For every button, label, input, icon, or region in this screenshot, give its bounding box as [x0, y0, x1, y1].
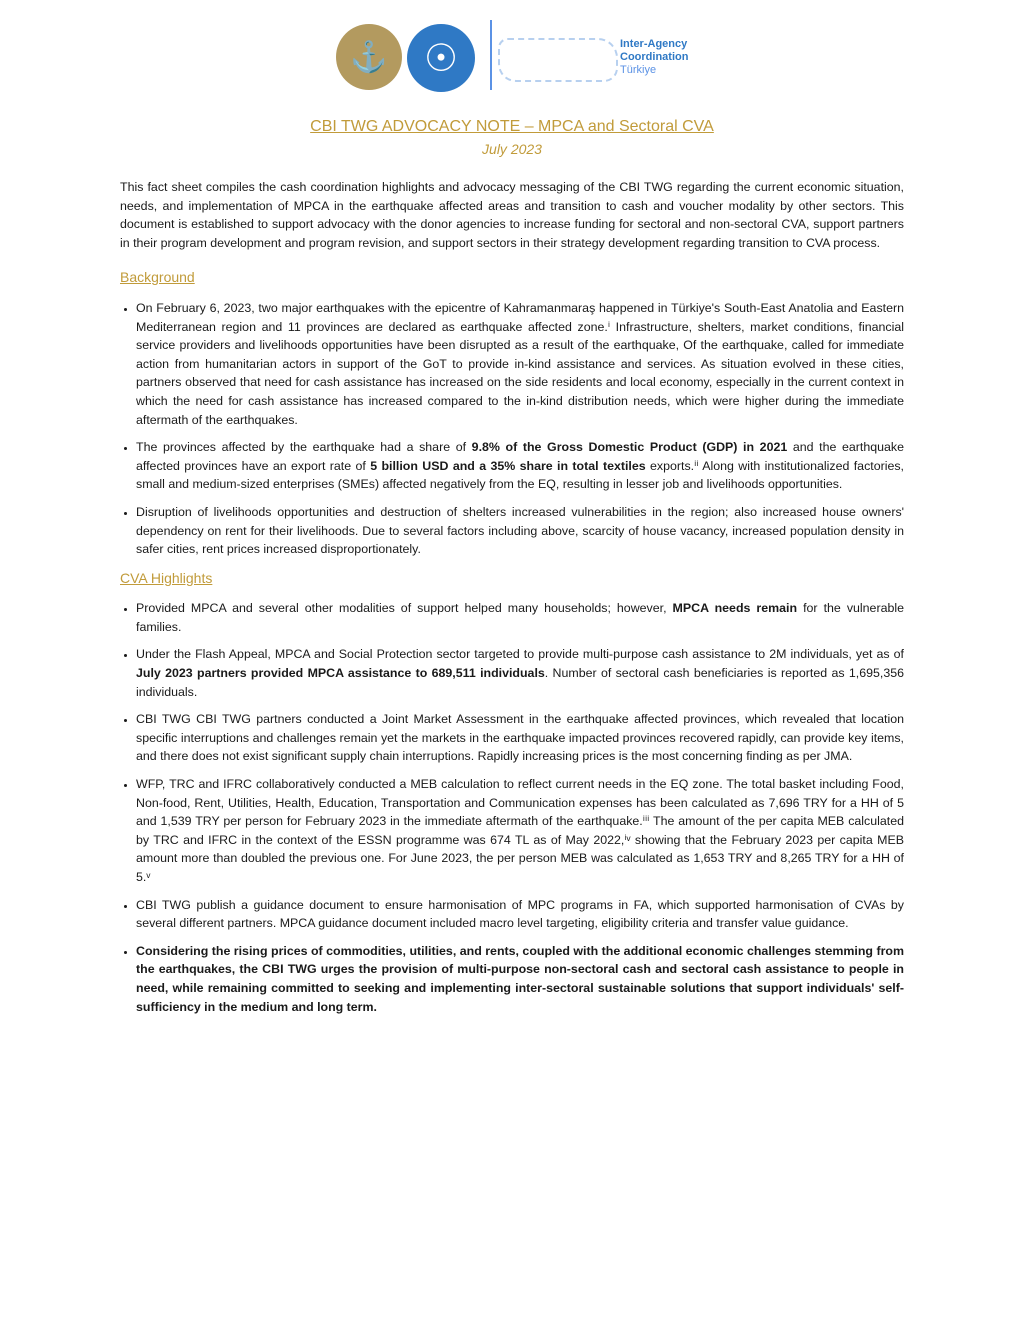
- logo-divider: [490, 20, 492, 90]
- intro-paragraph: This fact sheet compiles the cash coordination highlights and advocacy messaging of the CBI TWG regarding the current economic situation, needs, and implementation of MPCA in the earthquake affected areas and transition to cash and voucher modality by other sectors. This document is established to support advocacy with the donor agencies to increase funding for sectoral and non-sectoral CVA, support partners in their program development and program revision, and support sectors in their strategy development regarding transition to CVA process.: [120, 180, 904, 250]
- background-list: [120, 299, 904, 559]
- un-logo: [407, 24, 475, 92]
- un-emblem-icon: ☉: [423, 37, 459, 80]
- document-body: [120, 178, 904, 1026]
- document-date: July 2023: [482, 141, 542, 157]
- turkiye-map-icon: [498, 38, 618, 82]
- page-header: [0, 18, 1024, 96]
- wfp-logo: [336, 24, 402, 90]
- document-title: CBI TWG ADVOCACY NOTE – MPCA and Sectoral CVA: [310, 118, 714, 135]
- iac-country: Türkiye: [620, 64, 657, 76]
- cva-item: • Provided MPCA and several other modalities of support helped many households; however, MPCA needs remain for the vulnerable families.: [136, 599, 904, 636]
- cva-item: • CBI TWG publish a guidance document to ensure harmonisation of MPC programs in FA, which supported harmonisation of CVAs by several different partners. MPCA guidance document included macro level targeting, eligibility criteria and transfer value guidance.: [136, 896, 904, 933]
- background-item: • Disruption of livelihoods opportunities and destruction of shelters increased vulnerabilities in the region; also increased house owners' dependency on rent for their livelihoods. Due to several factors including above, scarcity of house vacancy, increased population density in safer cities, rent prices increased disproportionately.: [136, 503, 904, 559]
- background-item: • On February 6, 2023, two major earthquakes with the epicentre of Kahramanmaraş happened in Türkiye's South-East Anatolia and Eastern Mediterranean region and 11 provinces are declared as earthquake affected zone.ⁱ Infrastructure, shelters, market conditions, financial service providers and livelihoods opportunities have been disrupted as a result of the earthquake, Of the earthquake, called for immediate action from humanitarian actors in support of the GoT to provide in-kind assistance and services. As situation evolved in these cities, partners observed that need for cash assistance has increased on the side residents and local economy, especially in the current context in which the need for cash assistance has increased compared to the in-kind distribution needs, which were higher during the immediate aftermath of the earthquakes.: [136, 299, 904, 429]
- cva-item: • Under the Flash Appeal, MPCA and Social Protection sector targeted to provide multi-purpose cash assistance to 2M individuals, yet as of July 2023 partners provided MPCA assistance to 689,511 individuals. Number of sectoral cash beneficiaries is reported as 1,695,356 individuals.: [136, 645, 904, 701]
- background-item: • The provinces affected by the earthquake had a share of 9.8% of the Gross Domestic Product (GDP) in 2021 and the earthquake affected provinces have an export rate of 5 billion USD and a 35% share in total textiles exports.ⁱⁱ Along with institutionalized factories, small and medium-sized enterprises (SMEs) affected negatively from the EQ, resulting in lesser job and livelihoods opportunities.: [136, 438, 904, 494]
- cva-item: • WFP, TRC and IFRC collaboratively conducted a MEB calculation to reflect current needs in the EQ zone. The total basket including Food, Non-food, Rent, Utilities, Health, Education, Transportation and Communication expenses has been calculated as 7,696 TRY for a HH of 5 and 1,539 TRY per person for February 2023 in the immediate aftermath of the earthquake.ⁱⁱⁱ The amount of the per capita MEB calculated by TRC and IFRC in the context of the ESSN programme was 674 TL as of May 2022,ⁱᵛ showing that the February 2023 per capita MEB amount more than doubled the previous one. For June 2023, the per person MEB was calculated as 1,653 TRY and 8,265 TRY for a HH of 5.ᵛ: [136, 775, 904, 887]
- background-heading: Background: [120, 269, 195, 286]
- iac-line-1: Inter-Agency: [620, 38, 688, 50]
- cva-item: • CBI TWG CBI TWG partners conducted a Joint Market Assessment in the earthquake affected provinces, which revealed that location specific interruptions and challenges remain yet the markets in the earthquake impacted provinces recovered rapidly, can provide key items, and there does not exist significant supply chain interruptions. Rapidly increasing prices is the most concerning finding as per JMA.: [136, 710, 904, 766]
- cva-item: • Considering the rising prices of commodities, utilities, and rents, coupled with the additional economic challenges stemming from the earthquakes, the CBI TWG urges the provision of multi-purpose non-sectoral cash and sectoral cash assistance to people in need, while remaining committed to seeking and implementing inter-sectoral sustainable solutions that support individuals' self-sufficiency in the medium and long term.: [136, 942, 904, 1016]
- inter-agency-coordination-logo-text: [620, 38, 688, 77]
- cva-highlights-list: [120, 599, 904, 1016]
- iac-line-2: Coordination: [620, 51, 689, 63]
- wfp-emblem-icon: ⚓: [350, 40, 388, 74]
- cva-highlights-heading: CVA Highlights: [120, 569, 213, 586]
